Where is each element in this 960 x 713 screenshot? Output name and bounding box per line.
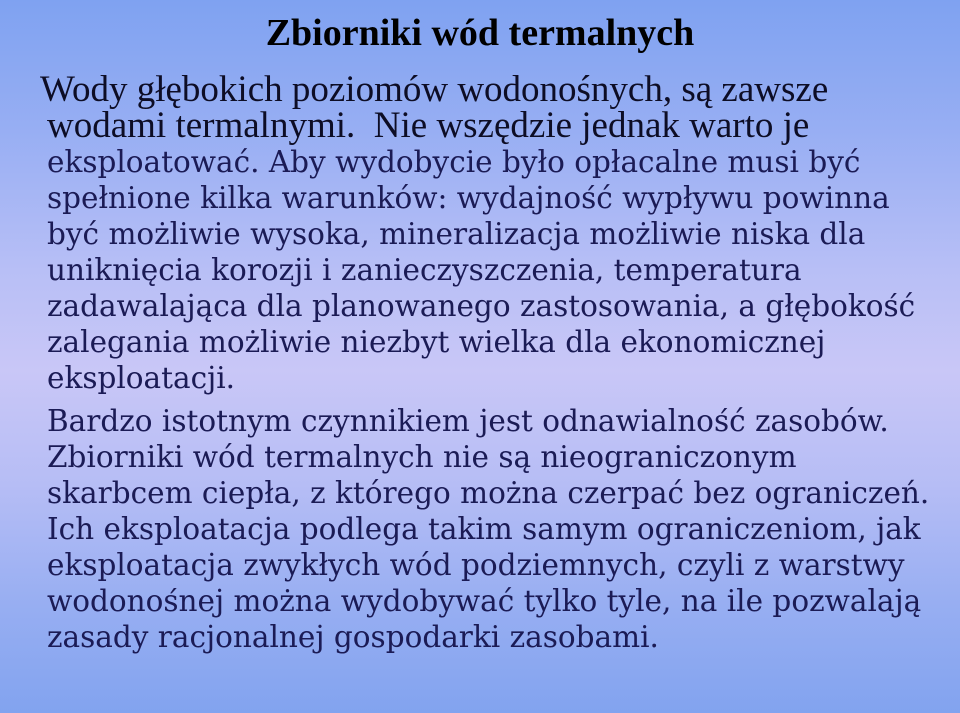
text-line-content: eksploatacji. — [47, 361, 236, 395]
text-line-content: zadawalająca dla planowanego zastosowania, a głębokość — [47, 289, 916, 323]
text-line-content: skarbcem ciepła, z którego można czerpać bez ograniczeń. — [47, 476, 930, 510]
text-line — [40, 69, 952, 110]
text-line-content: Zbiorniki wód termalnych nie są nieograniczonym — [47, 440, 797, 474]
text-line — [47, 252, 952, 288]
text-line — [47, 180, 952, 216]
slide-title: Zbiorniki wód termalnych — [265, 12, 695, 54]
text-line — [47, 360, 952, 396]
paragraph — [40, 69, 952, 396]
text-line — [47, 583, 952, 619]
text-line-content: wodonośnej można wydobywać tylko tyle, na ile pozwalają — [47, 584, 922, 618]
text-line-content: wodami termalnymi. Nie wszędzie jednak warto je — [47, 105, 810, 146]
text-line — [47, 511, 952, 547]
text-line — [47, 547, 952, 583]
text-line-content: zasady racjonalnej gospodarki zasobami. — [47, 620, 659, 654]
text-line-content: eksploatacja zwykłych wód podziemnych, czyli z warstwy — [47, 548, 905, 582]
text-line — [47, 403, 952, 439]
text-line — [47, 288, 952, 324]
text-line-content: zalegania możliwie niezbyt wielka dla ekonomicznej — [47, 325, 826, 359]
paragraph — [47, 403, 952, 655]
text-line — [47, 619, 952, 655]
text-line — [47, 475, 952, 511]
text-line-content: spełnione kilka warunków: wydajność wypływu powinna — [47, 181, 890, 215]
text-line-content: Wody głębokich poziomów wodonośnych, są zawsze — [40, 69, 829, 110]
text-line — [47, 105, 952, 146]
text-line — [47, 439, 952, 475]
text-line-content: eksploatować. Aby wydobycie było opłacalne musi być — [47, 145, 861, 179]
text-line — [47, 324, 952, 360]
text-line-content: Bardzo istotnym czynnikiem jest odnawialność zasobów. — [47, 404, 889, 438]
text-line — [47, 144, 952, 180]
text-line — [47, 216, 952, 252]
text-line-content: uniknięcia korozji i zanieczyszczenia, temperatura — [47, 253, 802, 287]
text-line-content: być możliwie wysoka, mineralizacja możliwie niska dla — [47, 217, 866, 251]
text-line-content: Ich eksploatacja podlega takim samym ograniczeniom, jak — [47, 512, 921, 546]
